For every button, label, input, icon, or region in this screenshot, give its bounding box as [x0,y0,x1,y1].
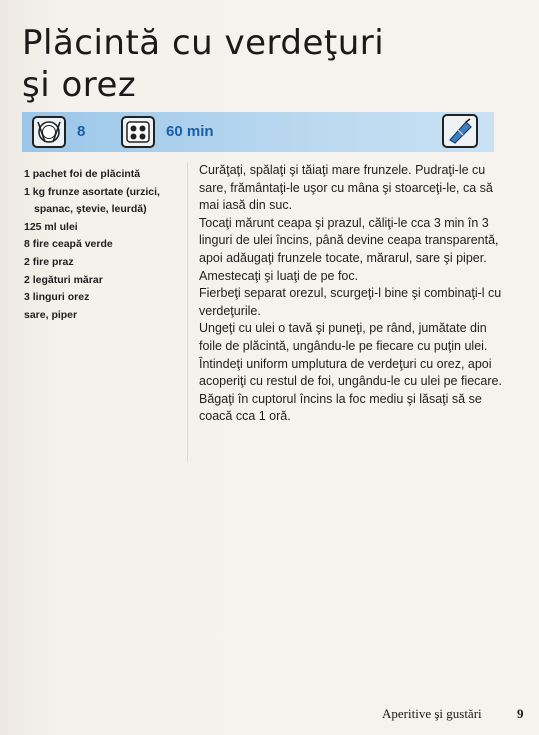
servings-count: 8 [77,123,86,140]
recipe-title-line-1: Plăcintă cu verdeţuri [22,23,385,63]
ingredient-item: 1 kg frunze asortate (urzici, [24,185,160,198]
ingredient-item: 2 legături mărar [24,273,103,286]
ingredient-item: 125 ml ulei [24,220,78,233]
ingredient-item: 2 fire praz [24,255,74,268]
ingredients-list [24,166,174,324]
section-title: Aperitive şi gustări [382,706,482,721]
page-number: 9 [517,706,524,721]
ingredient-item: sare, piper [24,308,78,321]
instruction-paragraph: Băgaţi în cuptorul încins la foc mediu şi lăsaţi să se coacă cca 1 oră. [199,391,482,424]
recipe-info-band [22,112,494,152]
ingredient-item: 3 linguri orez [24,291,90,304]
recipe-title [22,22,384,106]
instruction-paragraph: Curăţaţi, spălaţi şi tăiaţi mare frunzele. Pudraţi-le cu sare, frământaţi-le uşor cu mâna şi stoarceţi-le, ca să mai iasă din suc. [199,163,493,213]
plate-cutlery-icon [32,116,66,148]
recipe-title-line-2: şi orez [22,65,137,105]
ingredient-item: 8 fire ceapă verde [24,238,113,251]
piping-bag-icon [442,114,478,148]
instruction-paragraph: Ungeţi cu ulei o tavă şi puneţi, pe rând, jumătate din foile de plăcintă, ungându-le pe fiecare cu puţin ulei. Întindeţi uniform umplutura de verdeţuri cu orez, apoi acoperiţi cu restul de foi, ungându-le cu ulei pe fiecare. [199,321,502,389]
instruction-paragraph: Tocaţi mărunt ceapa şi prazul, căliţi-le cca 3 min în 3 linguri de ulei încins, până devine ceapa transparentă, apoi adăugaţi frunzele tocate, mărarul, sare şi piper. Amestecaţi şi luaţi de pe foc. [199,215,499,283]
cooking-time: 60 min [166,123,214,140]
ingredient-item: 1 pachet foi de plăcintă [24,168,141,180]
ingredient-item: spanac, ştevie, leurdă) [34,203,147,216]
column-divider [187,162,188,462]
instructions-text [199,162,504,426]
stove-icon [121,116,155,148]
instruction-paragraph: Fierbeţi separat orezul, scurgeţi-l bine şi combinaţi-l cu verdeţurile. [199,286,502,318]
